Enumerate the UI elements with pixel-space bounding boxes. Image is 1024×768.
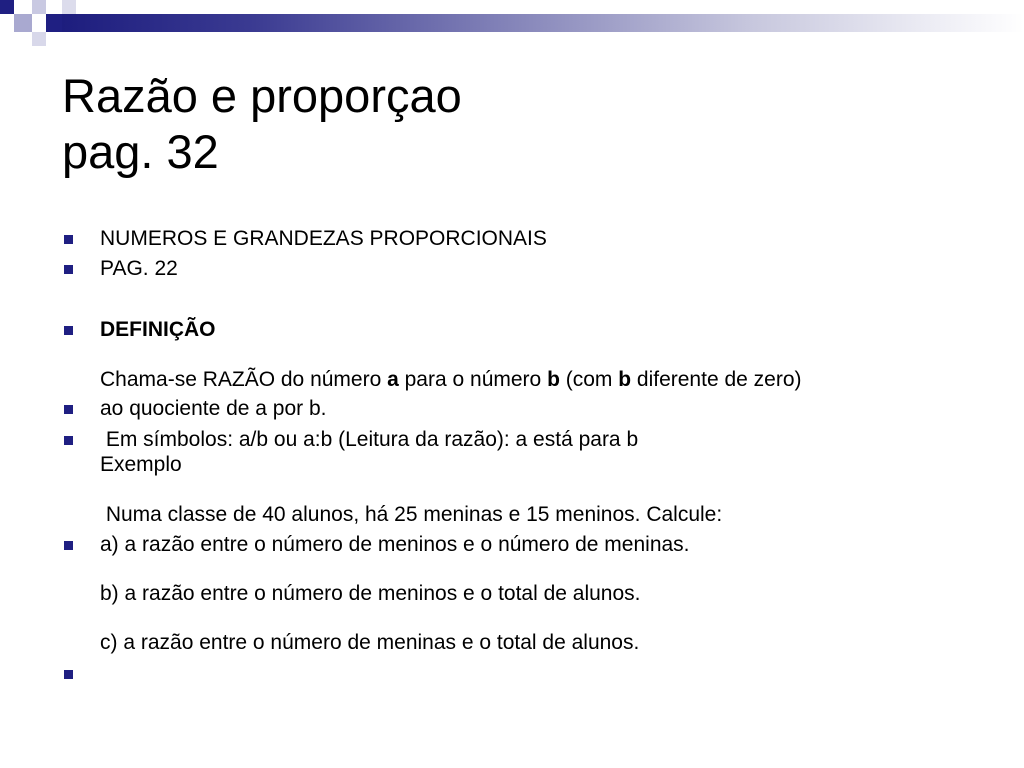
body-line-classe: Numa classe de 40 alunos, há 25 meninas e 15 meninos. Calcule: (100, 503, 723, 526)
body-line-definicao: DEFINIÇÃO (100, 318, 216, 341)
bullet-icon (64, 265, 73, 274)
bold-run: b (547, 368, 560, 391)
bold-run: a (387, 368, 399, 391)
body-line-item-c: c) a razão entre o número de meninas e o total de alunos. (100, 631, 640, 654)
bold-run: b (618, 368, 632, 391)
bullet-icon (64, 326, 73, 335)
body-line-numeros: NUMEROS E GRANDEZAS PROPORCIONAIS (100, 227, 547, 250)
body-line-item-b: b) a razão entre o número de meninos e o total de alunos. (100, 582, 641, 605)
text-run: diferente de zero) (631, 368, 802, 391)
bullet-icon (64, 541, 73, 550)
slide-title-line-2: pag. 32 (62, 125, 219, 178)
text-run: para o número (398, 368, 548, 391)
bullet-icon (64, 405, 73, 414)
text-run: (com (559, 368, 619, 391)
body-line-exemplo: Exemplo (100, 453, 182, 476)
body-line-simbolos: Em símbolos: a/b ou a:b (Leitura da razão): a está para b (100, 428, 639, 451)
text-run: Chama-se RAZÃO do número (100, 368, 388, 391)
bullet-icon (64, 670, 73, 679)
body-line-quociente: ao quociente de a por b. (100, 397, 327, 420)
body-line-item-a: a) a razão entre o número de meninos e o número de meninas. (100, 533, 690, 556)
body-line-chama-se (100, 367, 802, 393)
bullet-icon (64, 235, 73, 244)
bullet-icon (64, 436, 73, 445)
slide-title-line-1: Razão e proporçao (62, 69, 462, 122)
body-line-pag: PAG. 22 (100, 257, 178, 280)
